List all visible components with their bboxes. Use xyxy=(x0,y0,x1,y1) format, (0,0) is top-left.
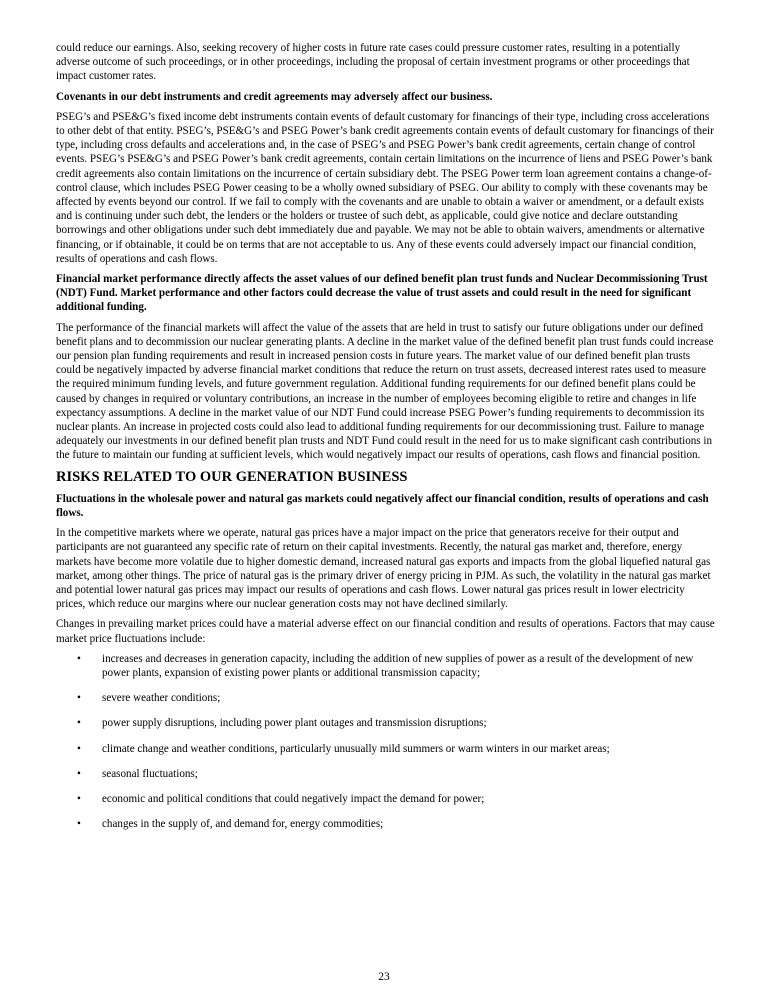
list-item-text: seasonal fluctuations; xyxy=(102,767,198,780)
list-item-text: increases and decreases in generation capacity, including the addition of new supplies of power as a result of the development of new power plants, expansion of existing power plants or additional transmission capacity; xyxy=(102,652,694,679)
bullet-icon: • xyxy=(77,818,81,831)
paragraph-competitive-markets: In the competitive markets where we operate, natural gas prices have a major impact on the price that generators receive for their output and participants are not guaranteed any specific rate of return on their capital investments. Recently, the natural gas market and, therefore, energy markets have become more volatile due to higher domestic demand, increased natural gas exports and impacts from the global liquefied natural gas market, among other things. The price of natural gas is the primary driver of energy pricing in PJM. As such, the volatility in the natural gas market and potential lower natural gas prices may impact our results of operations and cash flows. Lower natural gas prices result in lower electricity prices, which reduce our margins where our nuclear generation costs may not have declined similarly. xyxy=(56,527,711,611)
list-item-text: severe weather conditions; xyxy=(102,692,221,705)
heading-wholesale-fluctuations: Fluctuations in the wholesale power and natural gas markets could negatively affect our financial condition, results of operations and cash flows. xyxy=(56,492,709,519)
section-title-generation: RISKS RELATED TO OUR GENERATION BUSINESS xyxy=(56,468,408,485)
list-item-text: power supply disruptions, including power plant outages and transmission disruptions; xyxy=(102,717,487,730)
bullet-icon: • xyxy=(77,652,81,665)
bullet-icon: • xyxy=(77,742,81,755)
list-item xyxy=(56,792,716,806)
paragraph-financial-market: The performance of the financial markets will affect the value of the assets that are held in trust to satisfy our future obligations under our defined benefit plans and to decommission our nuclear generating plants. A decline in the market value of the defined benefit plan trust funds could increase our pension plan funding requirements and result in increased pension costs in future years. The market value of our defined benefit plan trusts could be negatively impacted by adverse financial market conditions that reduce the return on trust assets, decreased interest rates used to measure the required minimum funding levels, and future government regulation. Additional funding requirements for our defined benefit plans could be caused by changes in required or voluntary contributions, an increase in the number of employees becoming eligible to retire and changes in life expectancy assumptions. A decline in the market value of our NDT Fund could increase PSEG Power’s funding requirements to decommission its nuclear plants. An increase in projected costs could also lead to additional funding requirements for our decommissioning trust. Failure to manage adequately our investments in our defined benefit plan trusts and NDT Fund could result in the need for us to make significant cash contributions in the future to maintain our funding at sufficient levels, which would negatively impact our results of operations, cash flows and financial position. xyxy=(56,321,714,462)
bullet-icon: • xyxy=(77,692,81,705)
bullet-icon: • xyxy=(77,717,81,730)
bullet-icon: • xyxy=(77,792,81,805)
heading-financial-market: Financial market performance directly affects the asset values of our defined benefit plan trust funds and Nuclear Decommissioning Trust (NDT) Fund. Market performance and other factors could decrease the value of trust assets and could result in the need for significant additional funding. xyxy=(56,273,708,314)
heading-covenants: Covenants in our debt instruments and credit agreements may adversely affect our business. xyxy=(56,90,493,103)
paragraph-covenants: PSEG’s and PSE&G’s fixed income debt instruments contain events of default customary for financings of their type, including cross accelerations to other debt of that entity. PSEG’s, PSE&G’s and PSEG Power’s bank credit agreements contain events of default customary for financings of their type, including cross defaults and accelerations and, in the case of PSEG’s and PSEG Power’s bank credit agreements, certain change of control events. PSEG’s PSE&G’s and PSEG Power’s bank credit agreements, contain certain limitations on the incurrence of liens and PSEG Power’s bank credit agreements also contain limitations on the incurrence of certain subsidiary debt. The PSEG Power term loan agreement contains a change-of-control clause, which includes PSEG Power ceasing to be a wholly owned subsidiary of PSEG. Our ability to comply with these covenants may be affected by events beyond our control. If we fail to comply with the covenants and are unable to obtain a waiver or amendment, or a default exists and is continuing under such debt, the lenders or the holders or trustee of such debt, as applicable, could give notice and declare outstanding borrowings and other obligations under such debt immediately due and payable. We may not be able to obtain waivers, amendments or alternative financing, or if obtainable, it could be on terms that are not acceptable to us. Any of these events could adversely impact our financial condition, results of operations and cash flows. xyxy=(56,110,714,265)
list-item-text: changes in the supply of, and demand for, energy commodities; xyxy=(102,818,384,831)
paragraph-market-factors: Changes in prevailing market prices could have a material adverse effect on our financial condition and results of operations. Factors that may cause market price fluctuations include: xyxy=(56,618,715,645)
list-item-text: climate change and weather conditions, particularly unusually mild summers or warm winters in our market areas; xyxy=(102,742,610,755)
list-item xyxy=(56,767,716,781)
list-item xyxy=(56,742,716,756)
list-item xyxy=(56,691,716,705)
page-number: 23 xyxy=(378,971,390,983)
list-item-text: economic and political conditions that could negatively impact the demand for power; xyxy=(102,792,485,805)
list-item xyxy=(56,652,716,680)
list-item xyxy=(56,817,716,831)
bullet-icon: • xyxy=(77,767,81,780)
paragraph-rate-cases: could reduce our earnings. Also, seeking recovery of higher costs in future rate cases could pressure customer rates, resulting in a potentially adverse outcome of such proceedings, or in other proceedings, including the proposal of certain investment programs or other proceedings that impact customer rates. xyxy=(56,42,690,83)
document-body xyxy=(56,41,716,842)
factor-list xyxy=(56,652,716,832)
list-item xyxy=(56,716,716,730)
